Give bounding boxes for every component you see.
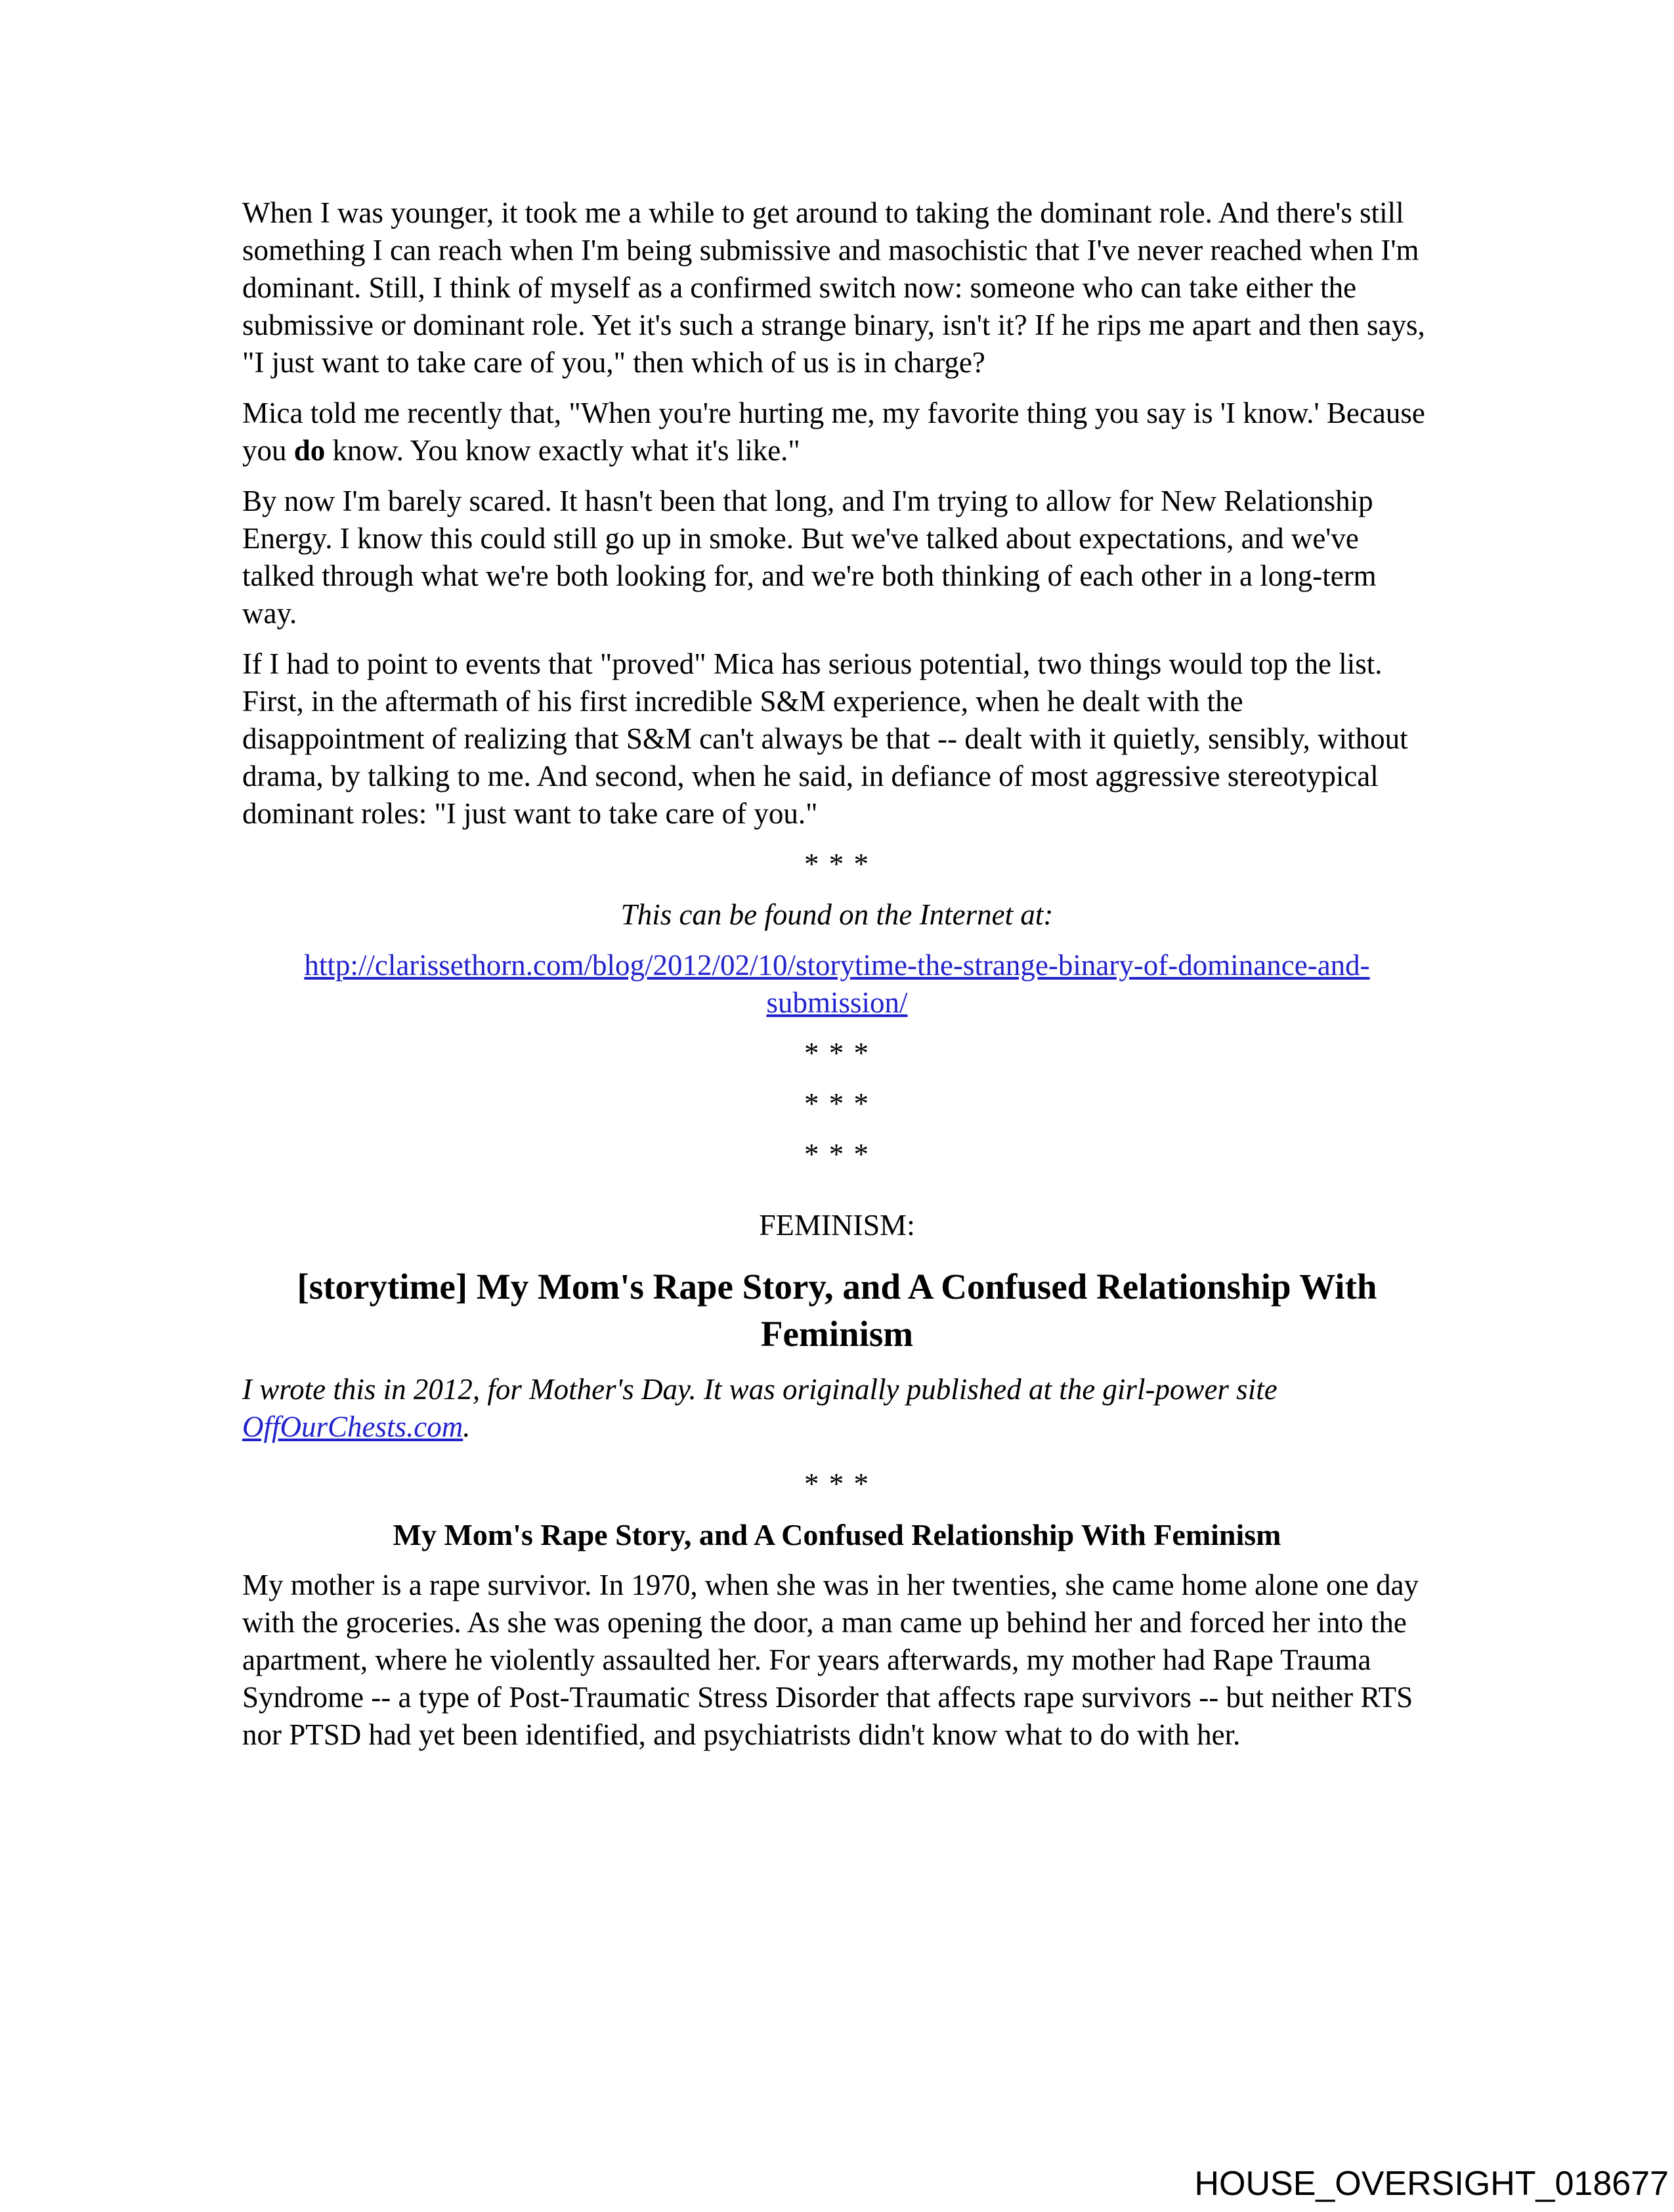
article-url-link[interactable]: http://clarissethorn.com/blog/2012/02/10/storytime-the-strange-binary-of-dominance-and-submission/ xyxy=(304,949,1370,1019)
section-heading-feminism: FEMINISM: xyxy=(759,1208,915,1242)
text-segment: know. You know exactly what it's like." xyxy=(325,434,800,467)
post-title: [storytime] My Mom's Rape Story, and A Confused Relationship With Feminism xyxy=(297,1267,1377,1354)
asterisk-separator: * * * xyxy=(804,848,870,880)
post-subtitle: My Mom's Rape Story, and A Confused Relationship With Feminism xyxy=(393,1518,1281,1551)
asterisk-separator: * * * xyxy=(804,1467,870,1500)
paragraph-2 xyxy=(242,395,1432,469)
document-body xyxy=(242,194,1432,1767)
paragraph-3: By now I'm barely scared. It hasn't been that long, and I'm trying to allow for New Relationship Energy. I know this could still go up in smoke. But we've talked about expectations, and we've talked through what we're both looking for, and we're both thinking of each other in a long-term way. xyxy=(242,485,1377,630)
text-segment: Mica told me recently that, "When you're hurting me, my favorite thing you say is 'I know.' Because you xyxy=(242,397,1425,467)
internet-note: This can be found on the Internet at: xyxy=(620,898,1054,931)
asterisk-separator: * * * xyxy=(804,1138,870,1171)
article-url-paragraph xyxy=(242,947,1432,1022)
bates-number: HOUSE_OVERSIGHT_018677 xyxy=(1194,2165,1669,2203)
emphasized-word: do xyxy=(293,434,326,467)
intro-note xyxy=(242,1371,1432,1446)
asterisk-separator: * * * xyxy=(804,1087,870,1120)
paragraph-1: When I was younger, it took me a while to get around to taking the dominant role. And there's still something I can reach when I'm being submissive and masochistic that I've never reached when I'm dominant. Still, I think of myself as a confirmed switch now: someone who can take either the submissive or dominant role. Yet it's such a strange binary, isn't it? If he rips me apart and then says, "I just want to take care of you," then which of us is in charge? xyxy=(242,196,1425,379)
paragraph-4: If I had to point to events that "proved" Mica has serious potential, two things would top the list. First, in the aftermath of his first incredible S&M experience, when he dealt with the disappointment of realizing that S&M can't always be that -- dealt with it quietly, sensibly, without drama, by talking to me. And second, when he said, in defiance of most aggressive stereotypical dominant roles: "I just want to take care of you." xyxy=(242,647,1408,830)
offourchests-link[interactable]: OffOurChests.com xyxy=(242,1410,463,1443)
text-segment: I wrote this in 2012, for Mother's Day. It was originally published at the girl-power site xyxy=(242,1373,1277,1406)
asterisk-separator: * * * xyxy=(804,1037,870,1070)
paragraph-5: My mother is a rape survivor. In 1970, when she was in her twenties, she came home alone one day with the groceries. As she was opening the door, a man came up behind her and forced her into the apartment, where he violently assaulted her. For years afterwards, my mother had Rape Trauma Syndrome -- a type of Post-Traumatic Stress Disorder that affects rape survivors -- but neither RTS nor PTSD had yet been identified, and psychiatrists didn't know what to do with her. xyxy=(242,1569,1419,1751)
text-segment: . xyxy=(463,1410,471,1443)
